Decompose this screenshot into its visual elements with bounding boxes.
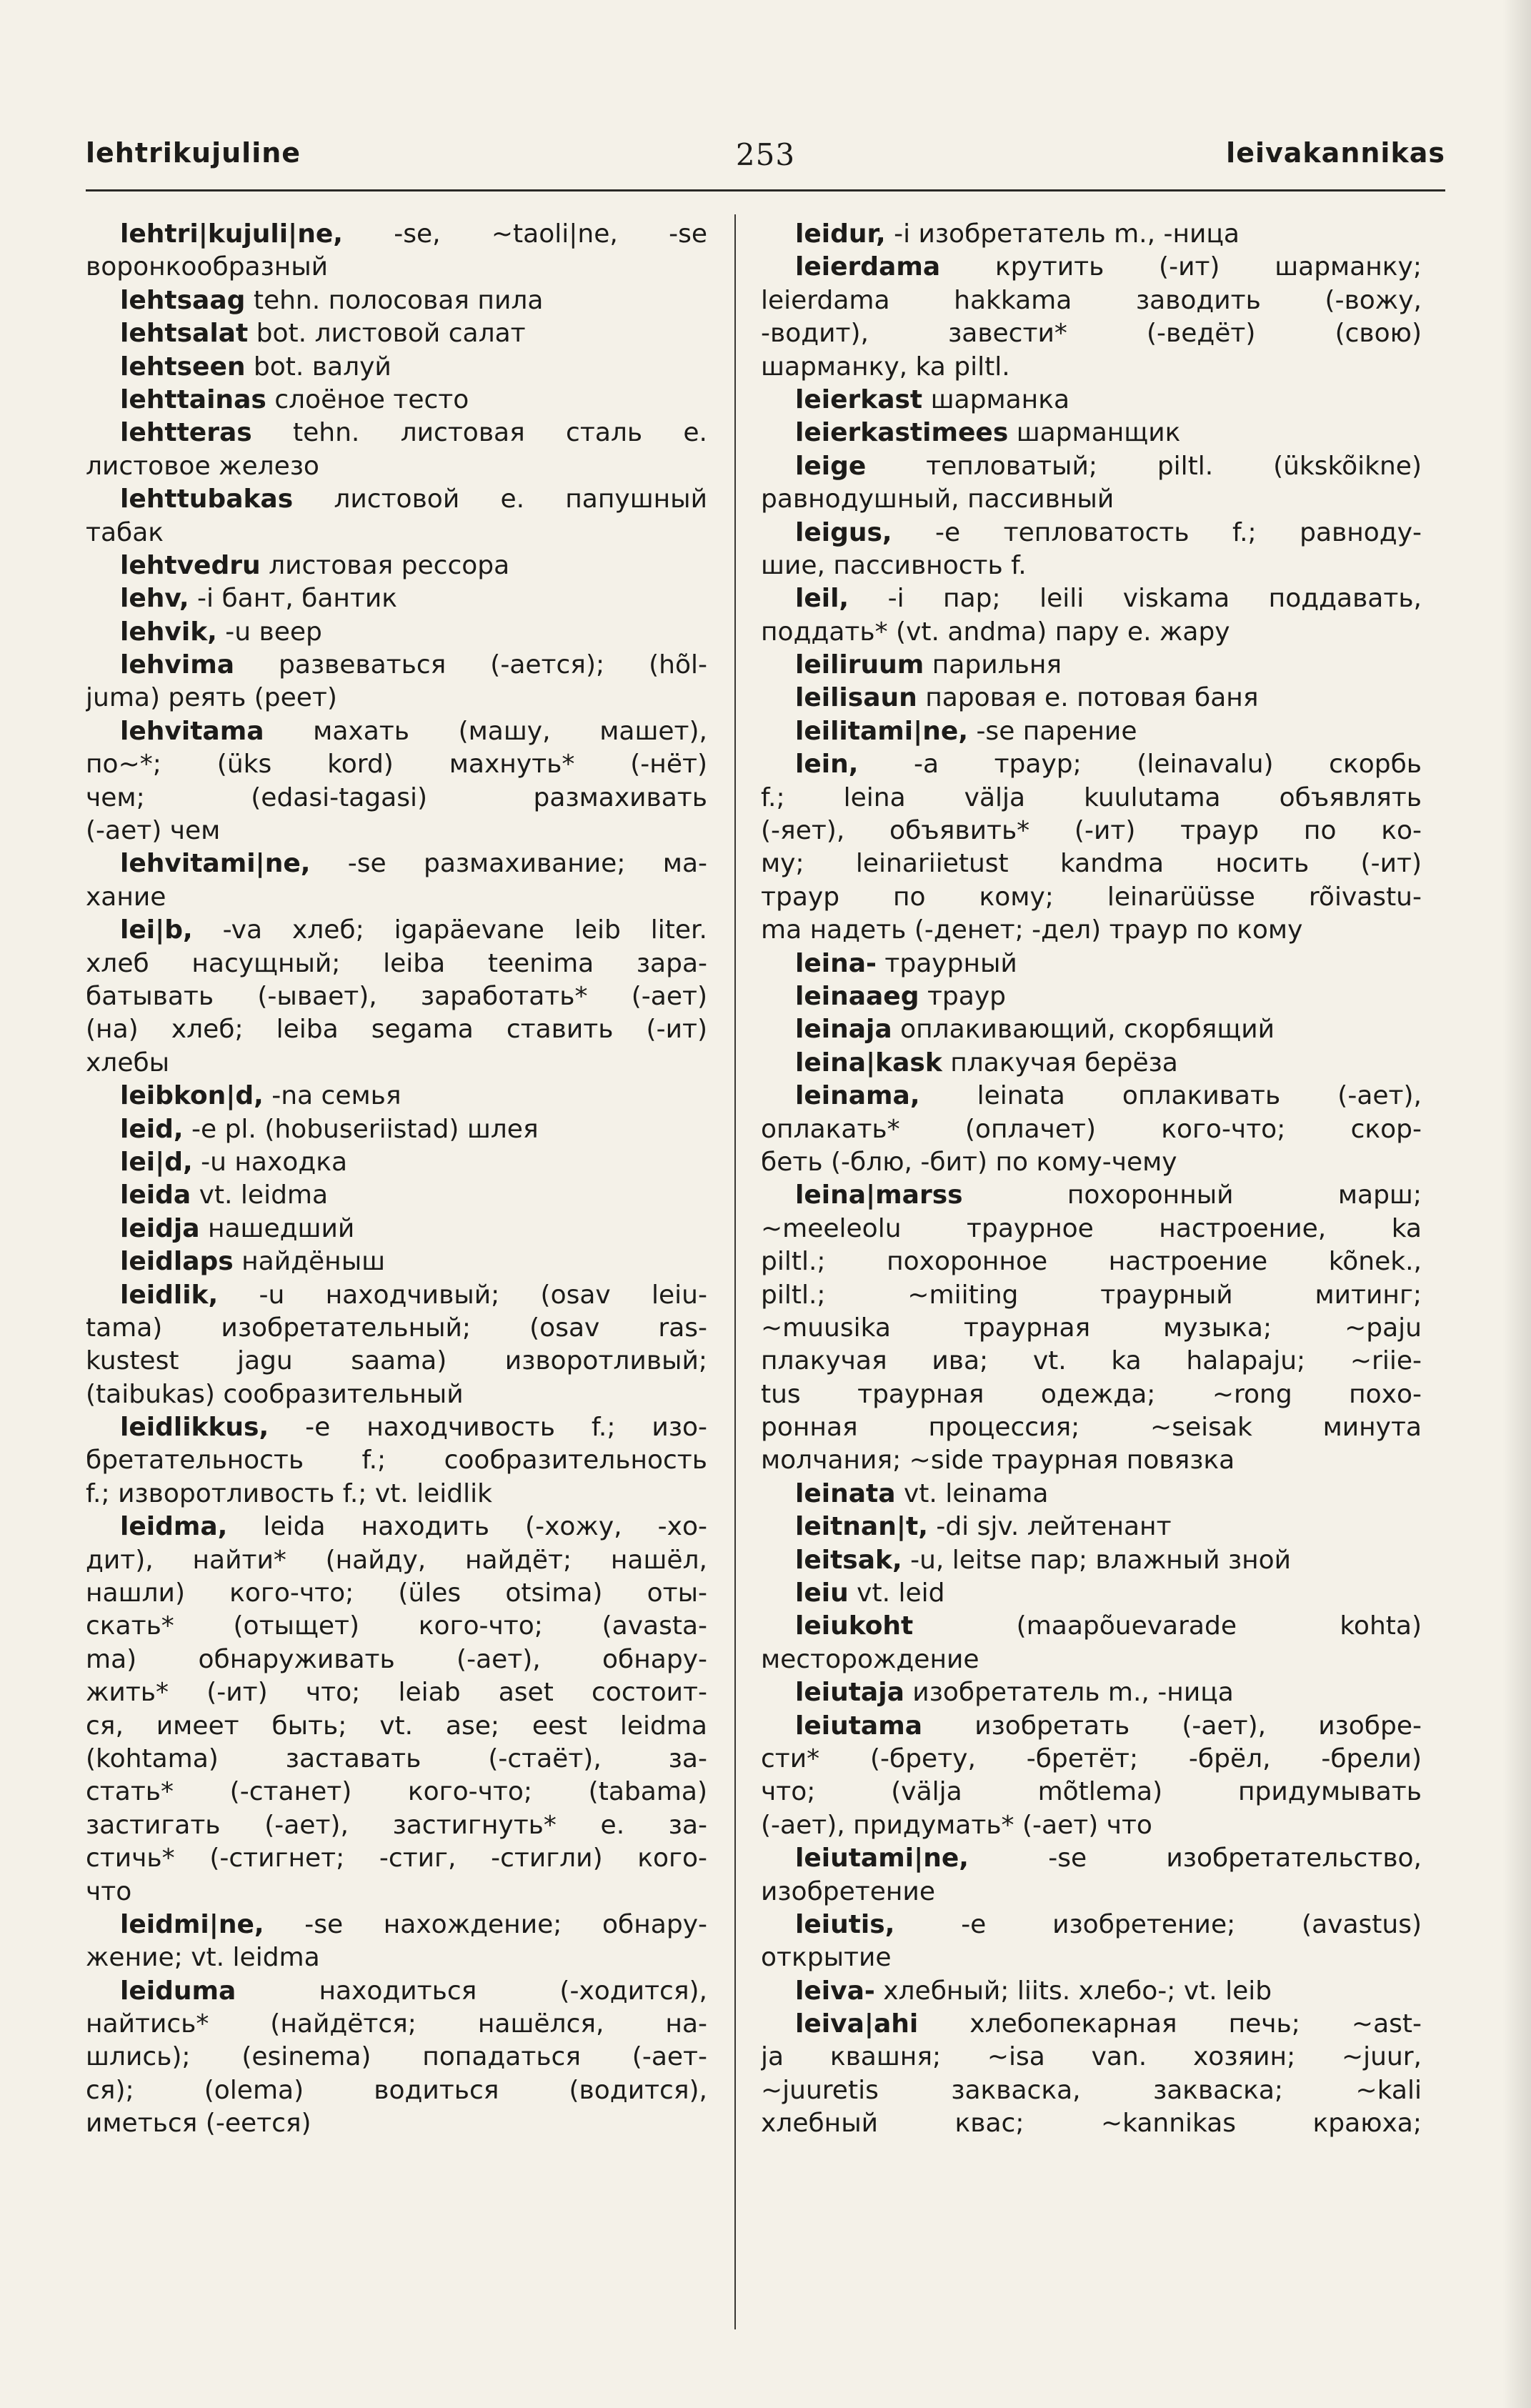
entry-line: leidlaps найдёныш: [120, 1247, 386, 1277]
entry-line: leibkon|d, -na семья: [120, 1081, 402, 1111]
headword: leiu: [795, 1578, 849, 1608]
headword: leilisaun: [795, 683, 917, 713]
continuation-line: чем; (edasi-tagasi) размахивать: [86, 782, 707, 812]
continuation-line: ja квашня; ~isa van. хозяин; ~juur,: [761, 2042, 1422, 2072]
entry-line: leiutis, -e изобретение; (avastus): [795, 1909, 1422, 1939]
headword: leidlik,: [120, 1280, 219, 1310]
continuation-line: листовое железо: [86, 451, 319, 481]
right-column: [761, 218, 1422, 2333]
headword: lehvik,: [120, 617, 217, 647]
entry-line: leige тепловатый; piltl. (ükskõikne): [795, 451, 1422, 481]
entry-line: lehtri|kujuli|ne, -se, ~taoli|ne, -se: [120, 219, 707, 249]
headword: leierkastimees: [795, 418, 1009, 448]
headword: leidja: [120, 1213, 200, 1243]
entry-line: leiduma находиться (-ходится),: [120, 1976, 707, 2006]
continuation-line: сти* (-брету, -бретёт; -брёл, -брели): [761, 1743, 1422, 1773]
running-header: [86, 130, 1445, 180]
continuation-line: piltl.; похоронное настроение kõnek.,: [761, 1247, 1422, 1277]
headword: lehtri|kujuli|ne,: [120, 219, 343, 249]
continuation-line: равнодушный, пассивный: [761, 484, 1114, 514]
headword: leidur,: [795, 219, 886, 249]
continuation-line: (-ает), придумать* (-ает) что: [761, 1810, 1152, 1840]
continuation-line: kustest jagu saama) изворотливый;: [86, 1346, 707, 1376]
continuation-line: застигать (-ает), застигнуть* e. за-: [86, 1810, 707, 1840]
continuation-line: хание: [86, 882, 166, 912]
continuation-line: ся); (olema) водиться (водится),: [86, 2075, 707, 2105]
continuation-line: дит), найти* (найду, найдёт; нашёл,: [86, 1545, 707, 1575]
headword: leida: [120, 1180, 191, 1210]
headword: leilitami|ne,: [795, 716, 968, 746]
entry-line: leigus, -e тепловатость f.; равноду-: [795, 517, 1422, 547]
headword: leierdama: [795, 252, 941, 282]
continuation-line: ma) обнаруживать (-ает), обнару-: [86, 1644, 707, 1674]
continuation-line: ~muusika траурная музыка; ~paju: [761, 1313, 1422, 1343]
continuation-line: хлебы: [86, 1048, 170, 1078]
continuation-line: leierdama hakkama заводить (-вожу,: [761, 285, 1422, 315]
continuation-line: по~*; (üks kord) махнуть* (-нёт): [86, 750, 707, 780]
headword: leiliruum: [795, 650, 924, 680]
continuation-line: жение; vt. leidma: [86, 1943, 320, 1973]
entry-line: leidlik, -u находчивый; (osav leiu-: [120, 1280, 707, 1310]
entry-line: leiva|ahi хлебопекарная печь; ~ast-: [795, 2009, 1422, 2039]
headword: lehtvedru: [120, 550, 261, 580]
entry-line: leilisaun паровая e. потовая баня: [795, 683, 1259, 713]
continuation-line: шие, пассивность f.: [761, 550, 1027, 580]
entry-line: leierkastimees шарманщик: [795, 418, 1181, 448]
headword: leid,: [120, 1114, 184, 1144]
headword: leinaaeg: [795, 981, 919, 1011]
entry-line: lehttubakas листовой e. папушный: [120, 484, 707, 514]
headword: leidlikkus,: [120, 1413, 269, 1443]
entry-line: lehvima развеваться (-ается); (hõl-: [120, 650, 707, 680]
entry-line: leiutami|ne, -se изобретательство,: [795, 1844, 1422, 1874]
entry-line: lei|b, -va хлеб; igapäevane leib liter.: [120, 915, 707, 945]
continuation-line: хлебный квас; ~kannikas краюха;: [761, 2109, 1422, 2139]
continuation-line: ся, имеет быть; vt. ase; eest leidma: [86, 1711, 707, 1741]
headword: leiduma: [120, 1976, 236, 2006]
header-first-entry: lehtrikujuline: [86, 137, 301, 169]
header-last-entry: leivakannikas: [1226, 137, 1445, 169]
headword: leidma,: [120, 1512, 228, 1542]
headword: leige: [795, 451, 867, 481]
continuation-line: стичь* (-стигнет; -стиг, -стигли) кого-: [86, 1844, 707, 1874]
continuation-line: (-яет), объявить* (-ит) траур по ко-: [761, 816, 1422, 846]
entry-line: leinaaeg траур: [795, 981, 1006, 1011]
continuation-line: молчания; ~side траурная повязка: [761, 1446, 1235, 1476]
header-rule: [86, 189, 1445, 191]
entry-line: leilitami|ne, -se парение: [795, 716, 1137, 746]
entry-line: leiutama изобретать (-ает), изобре-: [795, 1711, 1422, 1741]
continuation-line: piltl.; ~miiting траурный митинг;: [761, 1280, 1422, 1310]
headword: leiva-: [795, 1976, 875, 2006]
entry-line: lehtseen bot. валуй: [120, 352, 392, 382]
entry-line: lehvik, -u веер: [120, 617, 322, 647]
headword: leiutama: [795, 1711, 923, 1741]
continuation-line: траур по кому; leinarüüsse rõivastu-: [761, 882, 1422, 912]
continuation-line: что; (välja mõtlema) придумывать: [761, 1777, 1422, 1807]
headword: leinata: [795, 1478, 896, 1508]
continuation-line: скать* (отыщет) кого-что; (avasta-: [86, 1611, 707, 1641]
headword: leidmi|ne,: [120, 1909, 264, 1939]
page-edge-shadow: [1502, 0, 1531, 2408]
entry-line: leiutaja изобретатель m., -ница: [795, 1678, 1234, 1708]
entry-line: leidmi|ne, -se нахождение; обнару-: [120, 1909, 707, 1939]
headword: lehv,: [120, 584, 189, 614]
headword: lehtsaag: [120, 285, 246, 315]
headword: lein,: [795, 750, 859, 780]
headword: leil,: [795, 584, 849, 614]
continuation-line: juma) реять (реет): [86, 683, 337, 713]
continuation-line: табак: [86, 517, 164, 547]
entry-line: leierdama крутить (-ит) шарманку;: [795, 252, 1422, 282]
headword: leitsak,: [795, 1545, 902, 1575]
continuation-line: хлеб насущный; leiba teenima зара-: [86, 948, 707, 978]
continuation-line: (taibukas) сообразительный: [86, 1379, 464, 1409]
headword: leina|kask: [795, 1048, 942, 1078]
entry-line: lehtteras tehn. листовая сталь e.: [120, 418, 707, 448]
continuation-line: найтись* (найдётся; нашёлся, на-: [86, 2009, 707, 2039]
column-divider: [734, 214, 736, 2329]
headword: lehvitami|ne,: [120, 849, 311, 879]
continuation-line: f.; изворотливость f.; vt. leidlik: [86, 1478, 493, 1508]
headword: leiutaja: [795, 1678, 904, 1708]
entry-line: lehtsaag tehn. полосовая пила: [120, 285, 544, 315]
headword: lehtsalat: [120, 319, 249, 349]
continuation-line: му; leinariietust kandma носить (-ит): [761, 849, 1422, 879]
headword: leinaja: [795, 1015, 892, 1045]
entry-line: leidur, -i изобретатель m., -ница: [795, 219, 1240, 249]
continuation-line: f.; leina välja kuulutama объявлять: [761, 782, 1422, 812]
entry-line: leitsak, -u, leitse пар; влажный зной: [795, 1545, 1292, 1575]
continuation-line: (kohtama) заставать (-стаёт), за-: [86, 1743, 707, 1773]
entry-line: leitnan|t, -di sjv. лейтенант: [795, 1512, 1172, 1542]
entry-line: leinata vt. leinama: [795, 1478, 1049, 1508]
continuation-line: иметься (-еется): [86, 2109, 311, 2139]
continuation-line: ронная процессия; ~seisak минута: [761, 1413, 1422, 1443]
entry-line: lei|d, -u находка: [120, 1147, 348, 1177]
continuation-line: ~meeleolu траурное настроение, ka: [761, 1213, 1422, 1243]
continuation-line: открытие: [761, 1943, 892, 1973]
continuation-line: оплакать* (оплачет) кого-что; скор-: [761, 1114, 1422, 1144]
headword: lehtseen: [120, 352, 246, 382]
page-number: 253: [735, 137, 796, 172]
entry-line: leidja нашедший: [120, 1213, 355, 1243]
continuation-line: беть (-блю, -бит) по кому-чему: [761, 1147, 1177, 1177]
continuation-line: нашли) кого-что; (üles otsima) оты-: [86, 1578, 707, 1608]
headword: lehtteras: [120, 418, 252, 448]
continuation-line: (на) хлеб; leiba segama ставить (-ит): [86, 1015, 707, 1045]
headword: leiva|ahi: [795, 2009, 919, 2039]
entry-line: leiukoht (maapõuevarade kohta): [795, 1611, 1422, 1641]
headword: leiukoht: [795, 1611, 914, 1641]
continuation-line: tama) изобретательный; (osav ras-: [86, 1313, 707, 1343]
entry-line: lehtvedru листовая рессора: [120, 550, 510, 580]
entry-line: leidma, leida находить (-хожу, -хо-: [120, 1512, 707, 1542]
entry-line: lehv, -i бант, бантик: [120, 584, 398, 614]
continuation-line: поддать* (vt. andma) пару e. жару: [761, 617, 1230, 647]
entry-line: leiliruum парильня: [795, 650, 1062, 680]
continuation-line: -водит), завести* (-ведёт) (свою): [761, 319, 1422, 349]
entry-line: lehvitama махать (машу, машет),: [120, 716, 707, 746]
continuation-line: воронкообразный: [86, 252, 329, 282]
headword: leiutis,: [795, 1909, 895, 1939]
headword: leinama,: [795, 1081, 920, 1111]
continuation-line: (-ает) чем: [86, 816, 221, 846]
entry-line: leinaja оплакивающий, скорбящий: [795, 1015, 1275, 1045]
headword: lei|b,: [120, 915, 193, 945]
headword: lehvima: [120, 650, 234, 680]
continuation-line: что: [86, 1876, 132, 1906]
entry-line: lehttainas слоёное тесто: [120, 384, 469, 414]
continuation-line: бретательность f.; сообразительность: [86, 1446, 707, 1476]
headword: leidlaps: [120, 1247, 234, 1277]
entry-line: leida vt. leidma: [120, 1180, 329, 1210]
headword: leiutami|ne,: [795, 1844, 969, 1874]
headword: lehvitama: [120, 716, 264, 746]
entry-line: leina- траурный: [795, 948, 1017, 978]
headword: lehttainas: [120, 384, 266, 414]
continuation-line: батывать (-ывает), заработать* (-ает): [86, 981, 707, 1011]
continuation-line: ma надеть (-денет; -дел) траур по кому: [761, 915, 1303, 945]
entry-line: leinama, leinata оплакивать (-ает),: [795, 1081, 1422, 1111]
continuation-line: месторождение: [761, 1644, 979, 1674]
headword: leierkast: [795, 384, 923, 414]
entry-line: leiva- хлебный; liits. хлебо-; vt. leib: [795, 1976, 1272, 2006]
headword: leina|marss: [795, 1180, 963, 1210]
entry-line: leina|kask плакучая берёза: [795, 1048, 1178, 1078]
continuation-line: ~juuretis закваска, закваска; ~kali: [761, 2075, 1422, 2105]
continuation-line: стать* (-станет) кого-что; (tabama): [86, 1777, 707, 1807]
entry-line: leid, -e pl. (hobuseriistad) шлея: [120, 1114, 539, 1144]
entry-line: lehtsalat bot. листовой салат: [120, 319, 526, 349]
headword: leina-: [795, 948, 877, 978]
headword: lehttubakas: [120, 484, 294, 514]
entry-line: leierkast шарманка: [795, 384, 1069, 414]
continuation-line: шарманку, ka piltl.: [761, 352, 1010, 382]
continuation-line: tus траурная одежда; ~rong похо-: [761, 1379, 1422, 1409]
continuation-line: изобретение: [761, 1876, 935, 1906]
headword: leibkon|d,: [120, 1081, 264, 1111]
entry-line: leina|marss похоронный марш;: [795, 1180, 1422, 1210]
entry-line: lein, -a траур; (leinavalu) скорбь: [795, 750, 1422, 780]
continuation-line: шлись); (esinema) попадаться (-ает-: [86, 2042, 707, 2072]
entry-line: leidlikkus, -e находчивость f.; изо-: [120, 1413, 707, 1443]
entry-line: lehvitami|ne, -se размахивание; ма-: [120, 849, 707, 879]
headword: leitnan|t,: [795, 1512, 928, 1542]
entry-line: leiu vt. leid: [795, 1578, 945, 1608]
continuation-line: жить* (-ит) что; leiab aset состоит-: [86, 1678, 707, 1708]
headword: lei|d,: [120, 1147, 193, 1177]
entry-line: leil, -i пар; leili viskama поддавать,: [795, 584, 1422, 614]
headword: leigus,: [795, 517, 892, 547]
left-column: [86, 218, 707, 2333]
continuation-line: плакучая ива; vt. ka halapaju; ~riie-: [761, 1346, 1422, 1376]
